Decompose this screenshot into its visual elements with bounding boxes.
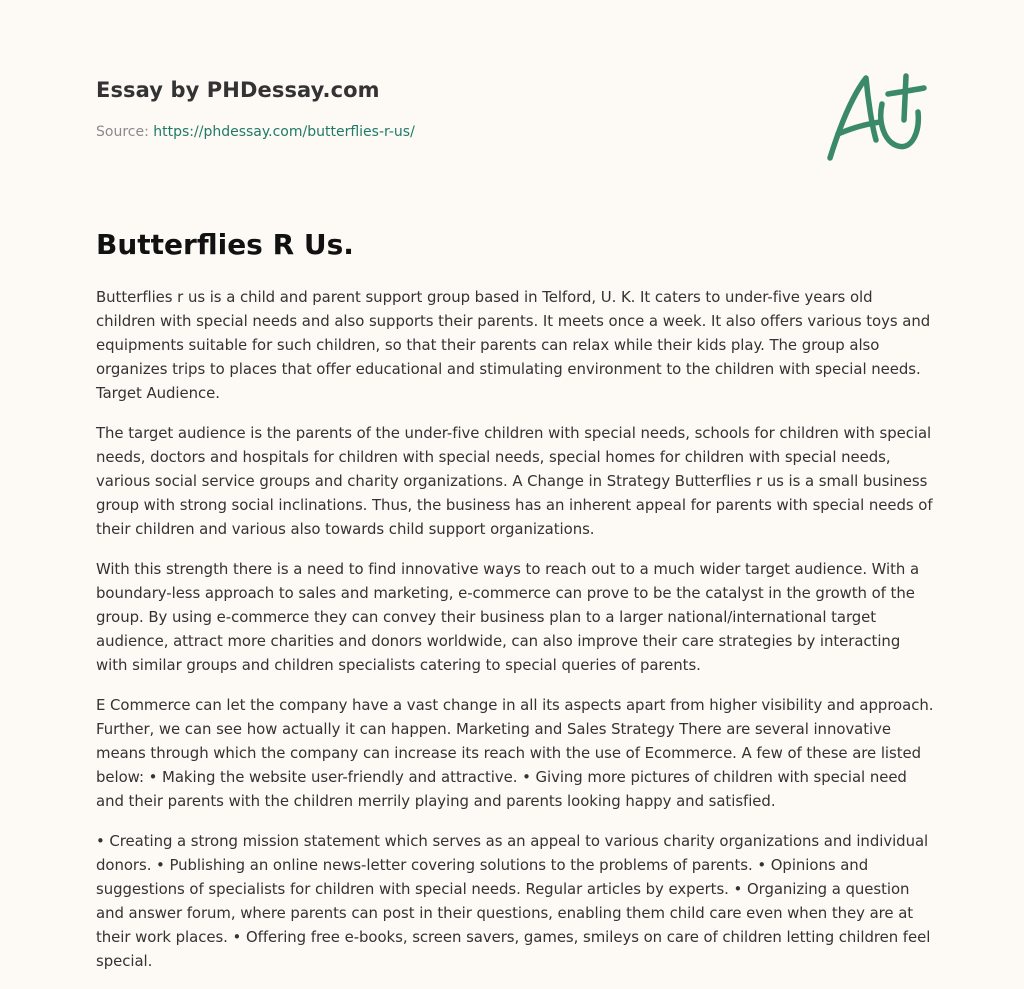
essay-body — [96, 285, 934, 989]
essay-paragraph: • Creating a strong mission statement which serves as an appeal to various charity organizations and individual donors. • Publishing an online news-letter covering solutions to the problems of parents. • Opinions and suggestions of specialists for children with special needs. Regular articles by experts. • Organizing a question and answer forum, where parents can post in their questions, enabling them child care even when they are at their work places. • Offering free e-books, screen savers, games, smileys on care of children letting children feel special. — [96, 832, 931, 970]
essay-paragraph: With this strength there is a need to find innovative ways to reach out to a much wider target audience. With a boundary-less approach to sales and marketing, e-commerce can prove to be the catalyst in the growth of the group. By using e-commerce they can convey their business plan to a larger national/international target audience, attract more charities and donors worldwide, can also improve their care strategies by interacting with similar groups and children specialists catering to special queries of parents. — [96, 560, 920, 674]
essay-title: Butterflies R Us. — [96, 228, 354, 261]
source-link[interactable]: https://phdessay.com/butterflies-r-us/ — [153, 124, 415, 140]
essay-paragraph: Butterflies r us is a child and parent support group based in Telford, U. K. It caters to under-five years old children with special needs and also supports their parents. It meets once a week. It also offers various toys and equipments suitable for such children, so that their parents can relax while their kids play. The group also organizes trips to places that offer educational and stimulating environment to the children with special needs. Target Audience. — [96, 288, 931, 402]
a-plus-logo-icon — [822, 66, 932, 166]
source-line — [96, 122, 796, 142]
essay-header — [96, 76, 796, 142]
site-brand: Essay by PHDessay.com — [96, 78, 380, 102]
essay-paragraph: The target audience is the parents of the under-five children with special needs, schools for children with special needs, doctors and hospitals for children with special needs, special homes for children with special needs, various social service groups and charity organizations. A Change in Strategy Butterflies r us is a small business group with strong social inclinations. Thus, the business has an inherent appeal for parents with special needs of their children and various also towards child support organizations. — [96, 424, 933, 538]
source-label: Source: — [96, 124, 149, 140]
essay-paragraph: E Commerce can let the company have a vast change in all its aspects apart from higher visibility and approach. Further, we can see how actually it can happen. Marketing and Sales Strategy There are several innovative means through which the company can increase its reach with the use of Ecommerce. A few of these are listed below: • Making the website user-friendly and attractive. • Giving more pictures of children with special need and their parents with the children merrily playing and parents looking happy and satisfied. — [96, 696, 934, 810]
